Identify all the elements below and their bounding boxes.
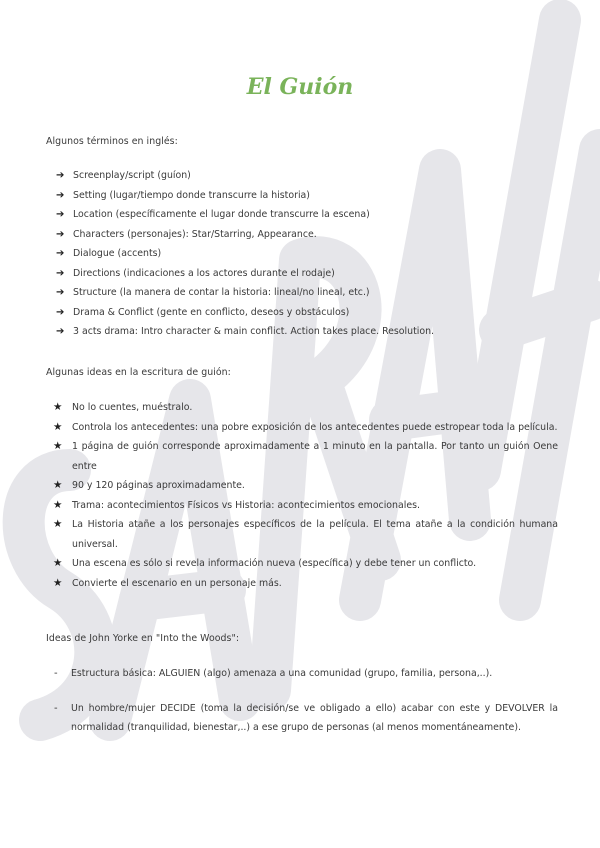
list-item: ★ La Historia atañe a los personajes específicos de la película. El tema atañe a la condición humana universal. xyxy=(53,515,558,554)
ideas-intro: Algunas ideas en la escritura de guión: xyxy=(46,367,231,378)
list-item: ★ No lo cuentes, muéstralo. xyxy=(53,398,558,418)
list-item: ➔ Characters (personajes): Star/Starring, Appearance. xyxy=(56,225,536,245)
dash-icon: - xyxy=(54,702,58,714)
star-icon: ★ xyxy=(53,440,63,452)
arrow-icon: ➔ xyxy=(56,287,65,298)
list-item: ★ Una escena es sólo si revela información nueva (específica) y debe tener un conflicto. xyxy=(53,554,558,574)
star-icon: ★ xyxy=(53,479,63,491)
arrow-icon: ➔ xyxy=(56,267,65,279)
arrow-icon: ➔ xyxy=(56,189,65,201)
list-item: ➔ Screenplay/script (guíon) xyxy=(56,166,536,186)
list-item: ★ Controla los antecedentes: una pobre exposición de los antecedentes puede estropear toda la película. xyxy=(53,418,558,438)
list-item: ★ Convierte el escenario en un personaje más. xyxy=(53,574,558,594)
list-item: ★ Trama: acontecimientos Físicos vs Historia: acontecimientos emocionales. xyxy=(53,496,558,516)
ideas-list xyxy=(53,398,558,593)
star-icon: ★ xyxy=(53,420,63,433)
arrow-icon: ➔ xyxy=(56,326,65,337)
arrow-icon: ➔ xyxy=(56,228,65,240)
star-icon: ★ xyxy=(53,557,63,569)
star-icon: ★ xyxy=(53,401,63,413)
list-item: ➔ Location (específicamente el lugar donde transcurre la escena) xyxy=(56,205,536,225)
arrow-icon: ➔ xyxy=(56,248,65,259)
arrow-icon: ➔ xyxy=(56,306,65,318)
list-item: ➔ Structure (la manera de contar la historia: lineal/no lineal, etc.) xyxy=(56,283,536,303)
arrow-icon: ➔ xyxy=(56,170,65,181)
document-title: El Guión xyxy=(246,74,354,100)
star-icon: ★ xyxy=(53,576,63,589)
list-item: ★ 1 página de guión corresponde aproximadamente a 1 minuto en la pantalla. Por tanto un guión Oene entre xyxy=(53,437,558,476)
dash-icon: - xyxy=(54,668,58,679)
terms-list xyxy=(56,166,536,342)
list-item: ➔ Directions (indicaciones a los actores durante el rodaje) xyxy=(56,264,536,284)
list-item: ➔ Dialogue (accents) xyxy=(56,244,536,264)
terms-intro: Algunos términos en inglés: xyxy=(46,136,178,147)
list-item: ➔ Drama & Conflict (gente en conflicto, deseos y obstáculos) xyxy=(56,303,536,323)
arrow-icon: ➔ xyxy=(56,209,65,220)
list-item: ★ 90 y 120 páginas aproximadamente. xyxy=(53,476,558,496)
list-item: ➔ Setting (lugar/tiempo donde transcurre la historia) xyxy=(56,186,536,206)
star-icon: ★ xyxy=(53,518,63,530)
list-item: - Un hombre/mujer DECIDE (toma la decisión/se ve obligado a ello) acabar con este y DEVOLVER la normalidad (tranquilidad, bienestar,..) a ese grupo de personas (al menos momentáneamente). xyxy=(52,699,558,738)
yorke-intro: Ideas de John Yorke en "Into the Woods": xyxy=(46,633,240,644)
list-item: ➔ 3 acts drama: Intro character & main conflict. Action takes place. Resolution. xyxy=(56,322,536,342)
yorke-list xyxy=(52,664,558,738)
star-icon: ★ xyxy=(53,498,63,511)
list-item: - Estructura básica: ALGUIEN (algo) amenaza a una comunidad (grupo, familia, persona,..). xyxy=(52,664,558,684)
